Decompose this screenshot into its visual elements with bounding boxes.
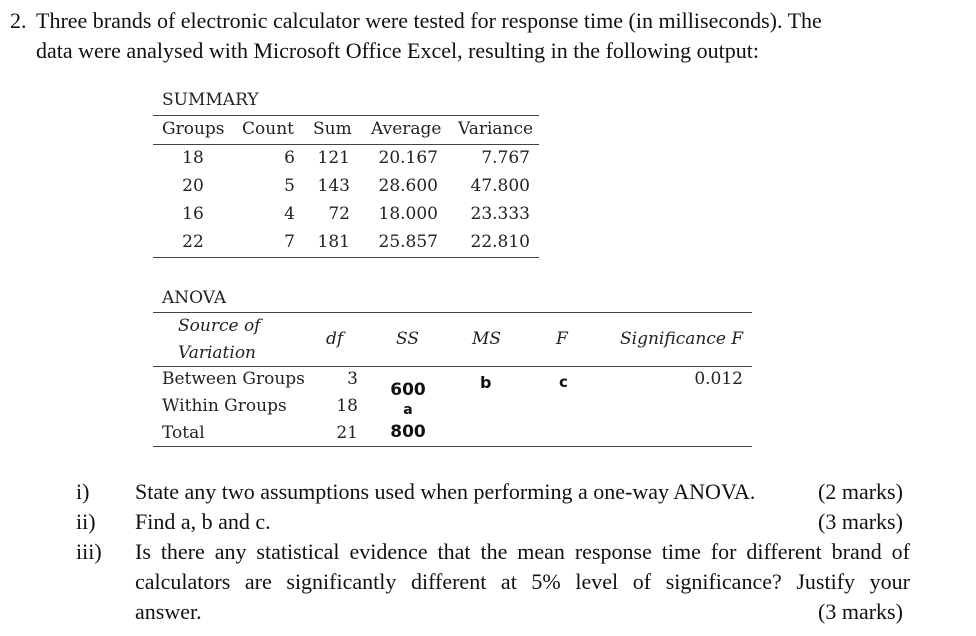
summary-cell: 18.000 — [378, 204, 438, 224]
anova-sig-between: 0.012 — [694, 369, 743, 389]
anova-title: ANOVA — [162, 288, 227, 308]
subquestion-label: ii) — [76, 509, 96, 534]
anova-df-within: 18 — [336, 396, 358, 416]
subquestion-marks: (3 marks) — [818, 599, 903, 624]
summary-cell: 23.333 — [470, 204, 530, 224]
subquestion-text-line-1: Is there any statistical evidence that the mean response time for different brand of — [135, 539, 910, 564]
subquestion-label: iii) — [76, 539, 102, 564]
anova-source-within: Within Groups — [162, 396, 287, 416]
summary-header-sum: Sum — [313, 119, 352, 139]
anova-header-f: F — [556, 329, 568, 349]
summary-cell: 181 — [317, 232, 350, 252]
anova-ss-within: a — [403, 402, 413, 418]
summary-cell: 47.800 — [470, 176, 530, 196]
summary-bottom-rule — [153, 257, 539, 258]
summary-cell: 16 — [182, 204, 204, 224]
subquestion-text: State any two assumptions used when performing a one-way ANOVA. — [135, 479, 756, 504]
summary-header-groups: Groups — [162, 119, 225, 139]
subquestion-label: i) — [76, 479, 90, 504]
summary-cell: 25.857 — [378, 232, 438, 252]
anova-f-between: c — [559, 373, 568, 391]
summary-cell: 7 — [284, 232, 295, 252]
subquestion-text: Find a, b and c. — [135, 509, 271, 534]
subquestion-text-line-3: answer. — [135, 599, 202, 624]
summary-header-rule — [153, 144, 539, 145]
summary-cell: 22 — [182, 232, 204, 252]
subquestion-marks: (2 marks) — [818, 479, 903, 504]
summary-cell: 121 — [317, 148, 350, 168]
anova-ms-between: b — [480, 373, 492, 392]
summary-cell: 18 — [182, 148, 204, 168]
summary-cell: 143 — [317, 176, 350, 196]
anova-header-significance: Significance F — [620, 329, 744, 349]
question-intro — [10, 6, 960, 66]
anova-header-source-2: Variation — [178, 343, 257, 363]
summary-header-average: Average — [371, 119, 442, 139]
summary-top-rule — [153, 115, 539, 116]
anova-header-df: df — [326, 329, 344, 349]
anova-top-rule — [153, 312, 752, 313]
summary-cell: 5 — [284, 176, 295, 196]
subquestion-text-line-2: calculators are significantly different at 5% level of significance? Justify your — [135, 569, 910, 594]
summary-cell: 4 — [284, 204, 295, 224]
anova-header-rule — [153, 366, 752, 367]
question-line-1: Three brands of electronic calculator were tested for response time (in milliseconds). The — [36, 8, 822, 33]
anova-header-source-1: Source of — [178, 316, 261, 336]
summary-cell: 6 — [284, 148, 295, 168]
anova-df-total: 21 — [336, 423, 358, 443]
summary-cell: 72 — [328, 204, 350, 224]
summary-cell: 20.167 — [378, 148, 438, 168]
summary-title: SUMMARY — [162, 90, 259, 110]
anova-ss-total: 800 — [390, 422, 426, 442]
question-number: 2. — [10, 8, 27, 33]
subquestion-marks: (3 marks) — [818, 509, 903, 534]
summary-cell: 22.810 — [470, 232, 530, 252]
anova-source-total: Total — [162, 423, 205, 443]
anova-source-between: Between Groups — [162, 369, 305, 389]
anova-df-between: 3 — [347, 369, 358, 389]
question-line-2: data were analysed with Microsoft Office Excel, resulting in the following output: — [36, 38, 759, 63]
summary-header-variance: Variance — [458, 119, 534, 139]
summary-cell: 20 — [182, 176, 204, 196]
anova-header-ms: MS — [472, 329, 502, 349]
summary-cell: 28.600 — [378, 176, 438, 196]
anova-ss-between: 600 — [390, 380, 426, 400]
anova-bottom-rule — [153, 446, 752, 447]
anova-header-ss: SS — [396, 329, 419, 349]
summary-header-count: Count — [242, 119, 294, 139]
summary-cell: 7.767 — [481, 148, 530, 168]
